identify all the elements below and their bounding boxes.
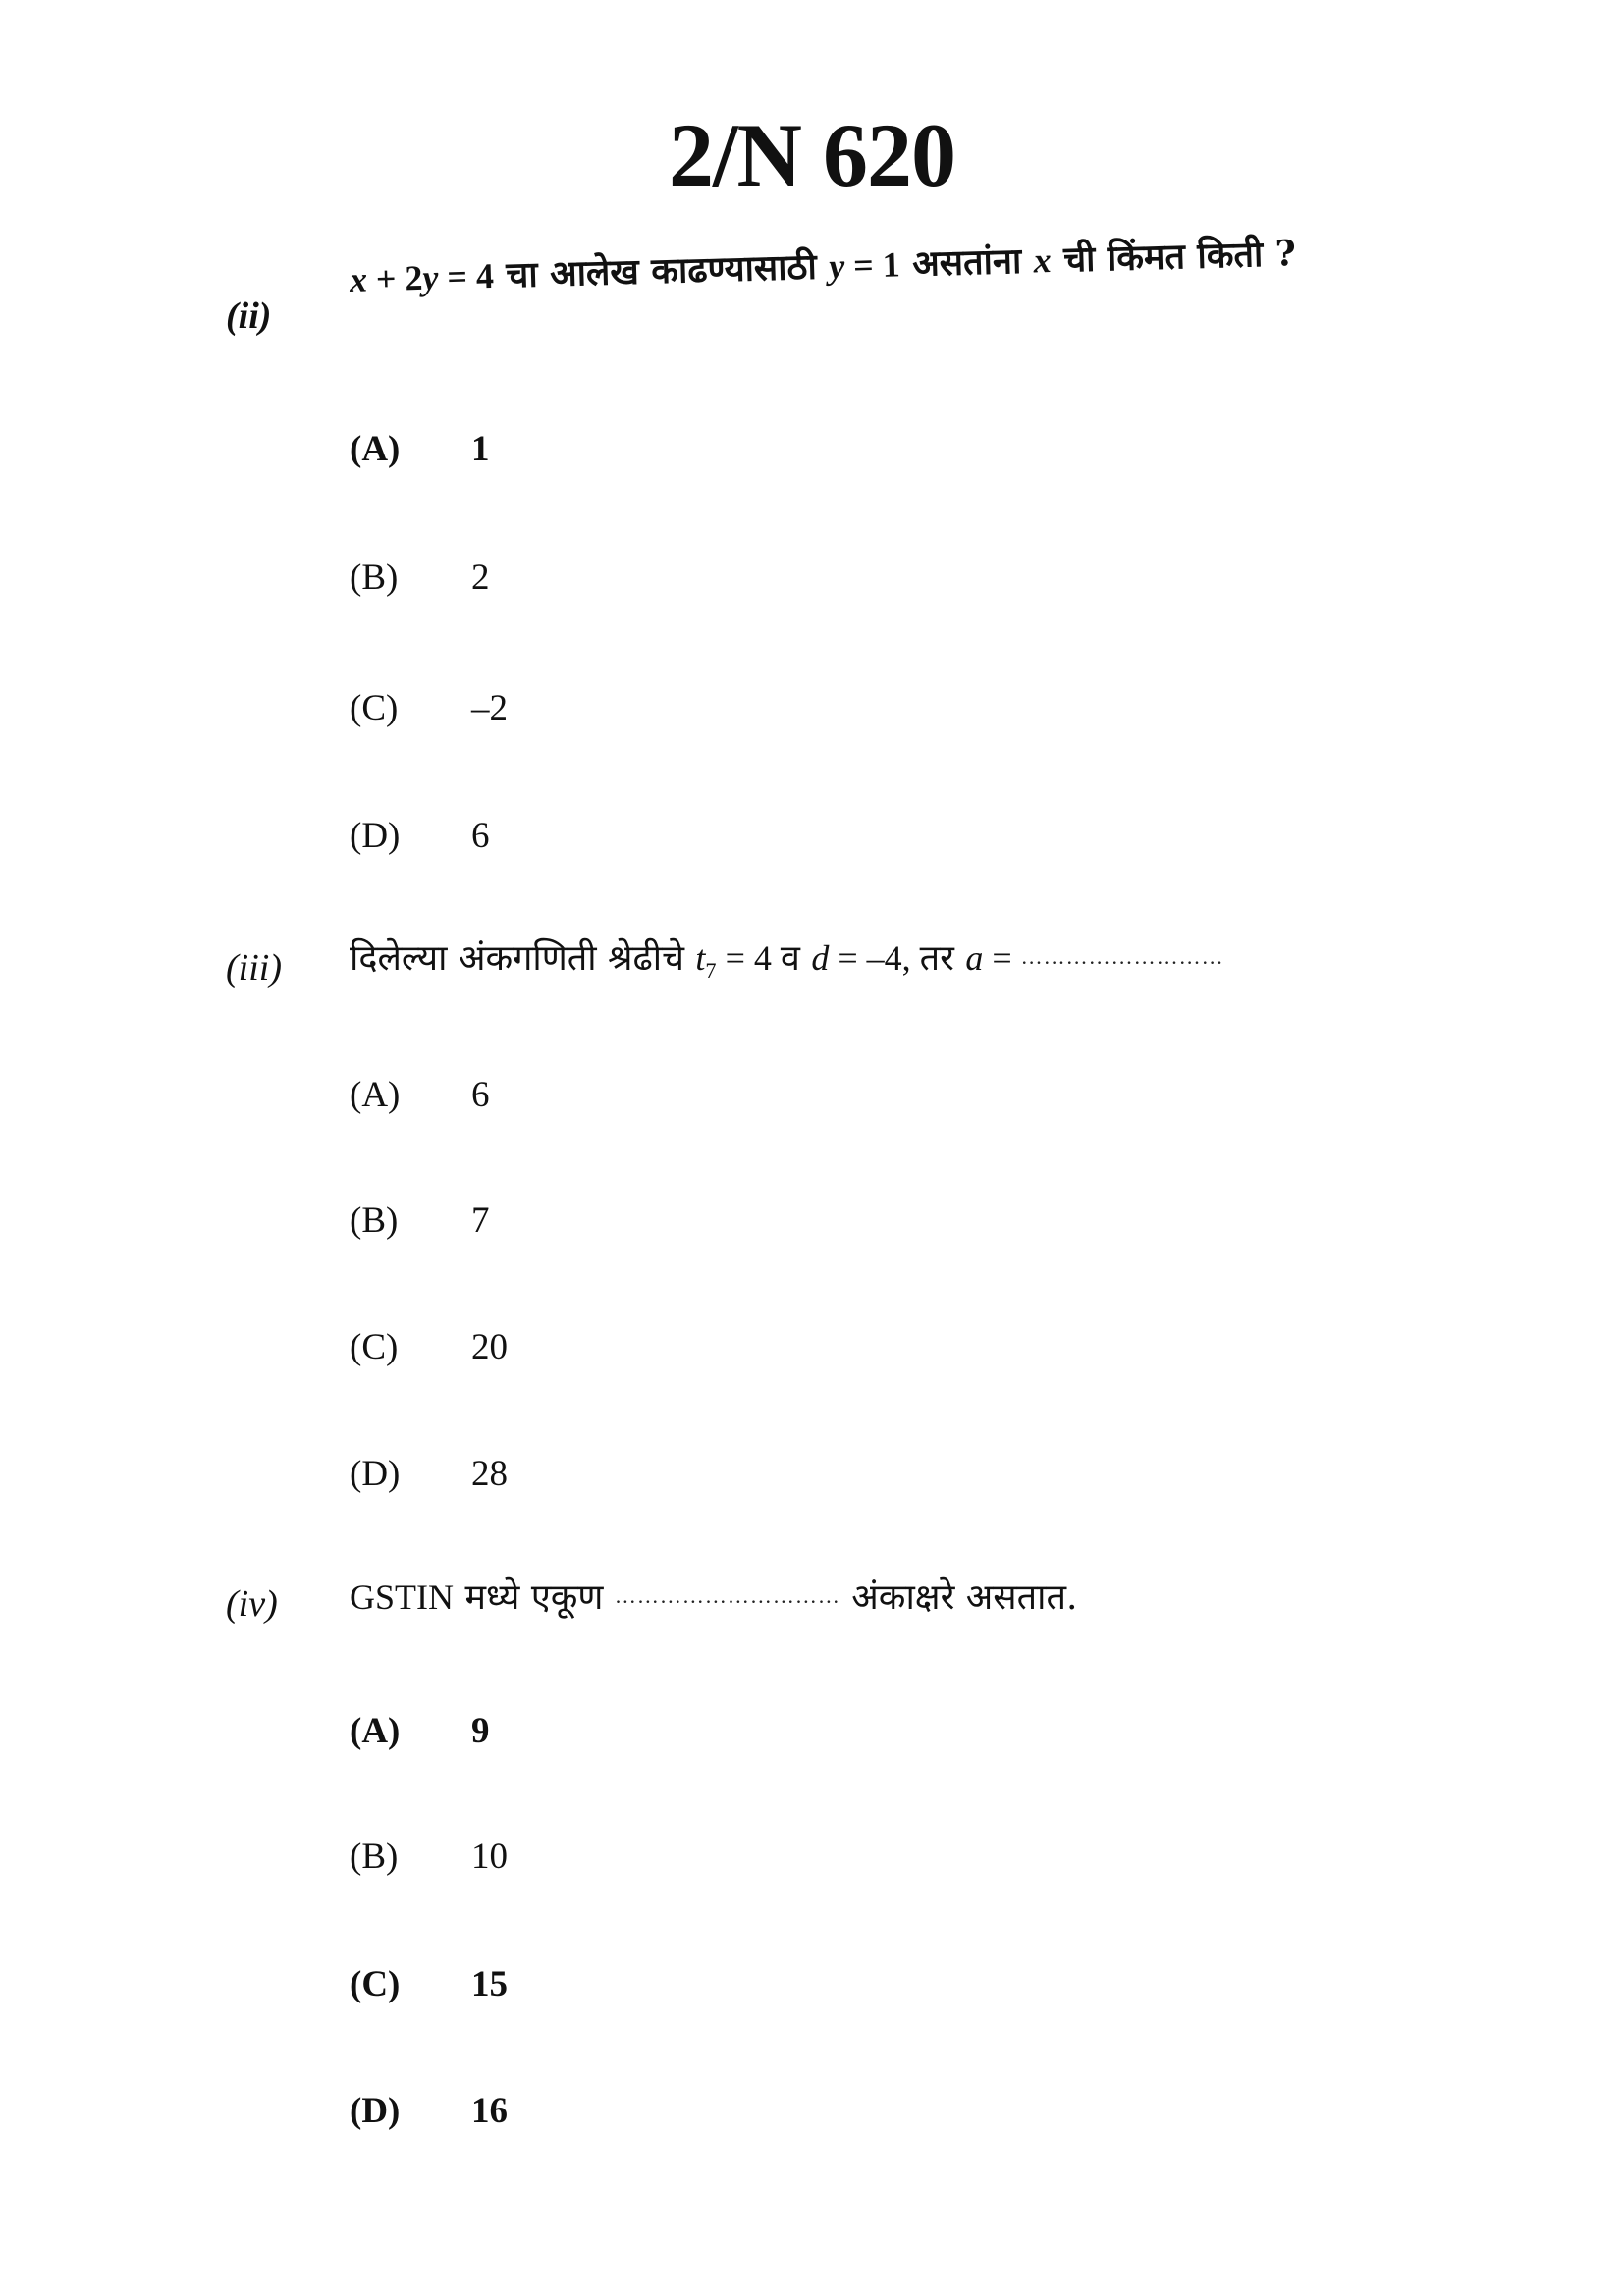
answer-blank: ……………………… (1020, 944, 1224, 969)
option (350, 1322, 742, 1371)
option-label: (D) (350, 1453, 401, 1494)
option-label: (A) (350, 1074, 401, 1115)
option-label: (A) (350, 1710, 401, 1751)
option-value: 16 (471, 2090, 508, 2131)
question-phrase: ची किंमत किती ? (1051, 233, 1297, 282)
math-text: + 2 (366, 257, 424, 299)
question-text (350, 937, 1224, 985)
option (350, 1449, 742, 1498)
math-variable: a (965, 938, 984, 978)
option-value: 10 (471, 1836, 508, 1877)
option (350, 2086, 742, 2135)
question-phrase: दिलेल्या अंकगणिती श्रेढीचे (350, 938, 696, 979)
math-variable: t (695, 938, 706, 978)
question-phrase: चा आलेख काढण्यासाठी (493, 245, 830, 296)
math-variable: y (421, 257, 440, 297)
math-text: = –4, (829, 938, 920, 978)
option-label: (D) (350, 815, 401, 856)
option-value: 7 (471, 1200, 490, 1241)
option-label: (B) (350, 1836, 399, 1877)
math-text: = 4 (437, 255, 495, 297)
option-value: 1 (471, 428, 490, 469)
math-variable: x (1033, 240, 1053, 281)
question-number: (ii) (226, 295, 272, 337)
answer-blank: ………………………… (614, 1583, 840, 1608)
math-text: = 4 (716, 938, 781, 978)
question-number: (iii) (226, 947, 282, 988)
option (350, 553, 742, 602)
option-label: (B) (350, 1200, 399, 1241)
option (350, 1832, 742, 1881)
math-variable: y (828, 245, 845, 287)
option (350, 683, 742, 732)
option-label: (C) (350, 687, 399, 728)
question-number: (iv) (226, 1583, 278, 1625)
option-label: (B) (350, 557, 399, 598)
option-label: (A) (350, 428, 401, 469)
option-value: 6 (471, 1074, 490, 1115)
question-phrase: व (780, 938, 812, 979)
option-value: 9 (471, 1710, 490, 1751)
question-phrase: मध्ये एकूण (454, 1577, 615, 1618)
question-phrase: असतांना (899, 240, 1035, 286)
option (350, 1706, 742, 1755)
page-code: 2/N 620 (669, 105, 955, 205)
option-value: 6 (471, 815, 490, 856)
option-value: –2 (471, 687, 508, 728)
math-text: GSTIN (350, 1577, 454, 1617)
option (350, 1196, 742, 1245)
option (350, 1959, 742, 2008)
question-phrase: अंकाक्षरे असतात. (839, 1577, 1078, 1618)
math-text: = (983, 938, 1021, 978)
option (350, 424, 742, 473)
option-label: (C) (350, 1326, 399, 1367)
option (350, 811, 742, 860)
math-subscript: 7 (705, 958, 717, 984)
option (350, 1070, 742, 1119)
math-variable: d (811, 938, 830, 978)
question-phrase: तर (919, 938, 966, 979)
math-variable: x (349, 259, 368, 299)
option-label: (D) (350, 2090, 401, 2131)
math-text: = 1 (843, 244, 901, 286)
option-label: (C) (350, 1963, 401, 2004)
question-text (349, 233, 1296, 301)
option-value: 15 (471, 1963, 508, 2004)
question-text (350, 1576, 1077, 1619)
option-value: 20 (471, 1326, 508, 1367)
option-value: 28 (471, 1453, 508, 1494)
option-value: 2 (471, 557, 490, 598)
